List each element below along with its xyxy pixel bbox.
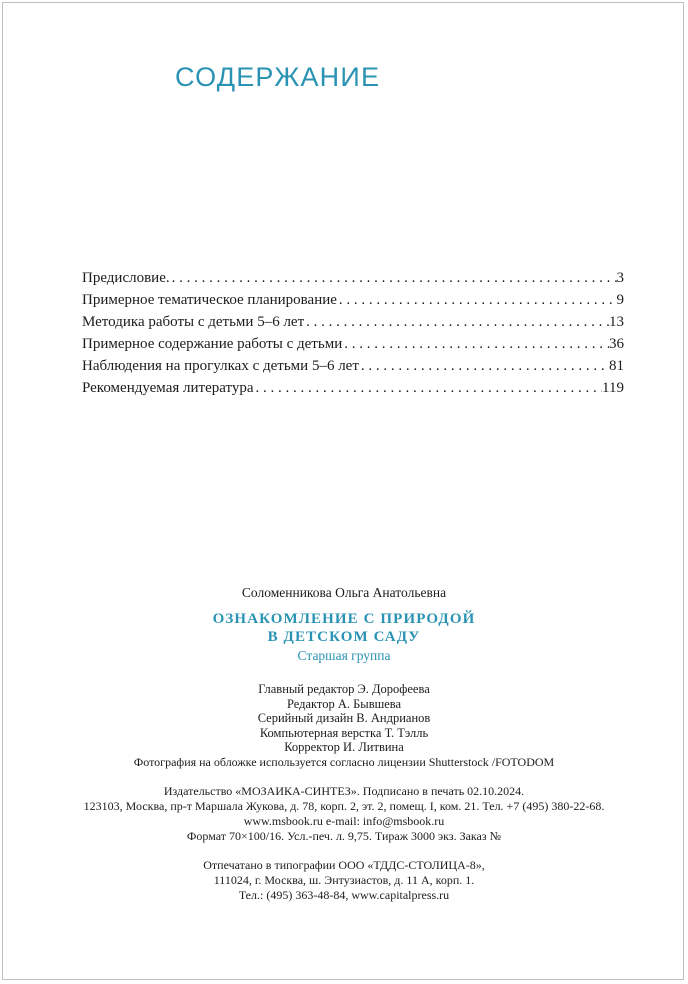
spacer [0,770,688,784]
toc-entry-page: 36 [609,336,624,352]
credit-line: Серийный дизайн В. Андрианов [257,711,431,726]
toc-entry-title: Методика работы с детьми 5–6 лет [82,314,305,330]
publisher-contacts[interactable]: www.msbook.ru e-mail: info@msbook.ru [243,813,445,828]
printer-contacts[interactable]: Тел.: (495) 363-48-84, www.capitalpress.ru [238,887,450,902]
credit-line: Главный редактор Э. Дорофеева [258,682,430,696]
credit-line: Редактор А. Бывшева [286,696,402,711]
toc-dot-leader [254,377,603,399]
table-of-contents [82,267,624,399]
printer-line: Отпечатано в типографии ООО «ТДДС-СТОЛИЦА-8», [203,857,485,872]
book-subtitle: Старшая группа [297,648,391,663]
toc-dot-leader [337,289,617,311]
toc-entry[interactable] [82,333,624,355]
toc-dot-leader [359,355,609,377]
credit-line: Компьютерная верстка Т. Тэлль [259,725,429,740]
printer-line: 111024, г. Москва, ш. Энтузиастов, д. 11 А, корп. 1. [213,872,475,887]
publisher-line: Формат 70×100/16. Усл.-печ. л. 9,75. Тираж 3000 экз. Заказ № [186,828,502,843]
toc-entry-title: Рекомендуемая литература [82,380,254,396]
toc-dot-leader [342,333,609,355]
toc-entry-title: Предисловие. [82,270,170,286]
author-name: Соломенникова Ольга Анатольевна [241,585,447,600]
imprint-block [0,584,688,903]
credit-line: Корректор И. Литвина [284,740,404,755]
toc-entry[interactable] [82,267,624,289]
toc-entry-page: 13 [609,314,624,330]
toc-entry-title: Примерное тематическое планирование [82,292,337,308]
book-title-line: ОЗНАКОМЛЕНИЕ С ПРИРОДОЙ [212,611,476,627]
book-title [0,610,688,646]
toc-entry-title: Примерное содержание работы с детьми [82,336,343,352]
toc-dot-leader [170,267,617,289]
spacer [0,844,688,858]
publisher-line: 123103, Москва, пр-т Маршала Жукова, д. 78, корп. 2, эт. 2, помещ. I, ком. 21. Тел. +7 (495) 380-22-68. [83,798,605,813]
printer-info [0,858,688,903]
toc-entry-page: 81 [609,358,624,374]
publisher-info [0,784,688,844]
book-title-line: В ДЕТСКОМ САДУ [267,629,421,645]
page-title: СОДЕРЖАНИЕ [175,62,381,92]
toc-entry[interactable] [82,311,624,333]
toc-entry[interactable] [82,377,624,399]
toc-entry[interactable] [82,355,624,377]
publisher-line: Издательство «МОЗАИКА-СИНТЕЗ». Подписано в печать 02.10.2024. [163,783,525,798]
photo-license-note: Фотография на обложке используется согласно лицензии Shutterstock /FOTODOM [133,754,555,769]
toc-entry-page: 119 [602,380,624,396]
toc-entry-page: 9 [616,292,624,308]
credits-list [0,682,688,770]
toc-entry-page: 3 [616,270,624,286]
toc-dot-leader [304,311,609,333]
toc-entry-title: Наблюдения на прогулках с детьми 5–6 лет [82,358,359,374]
toc-entry[interactable] [82,289,624,311]
